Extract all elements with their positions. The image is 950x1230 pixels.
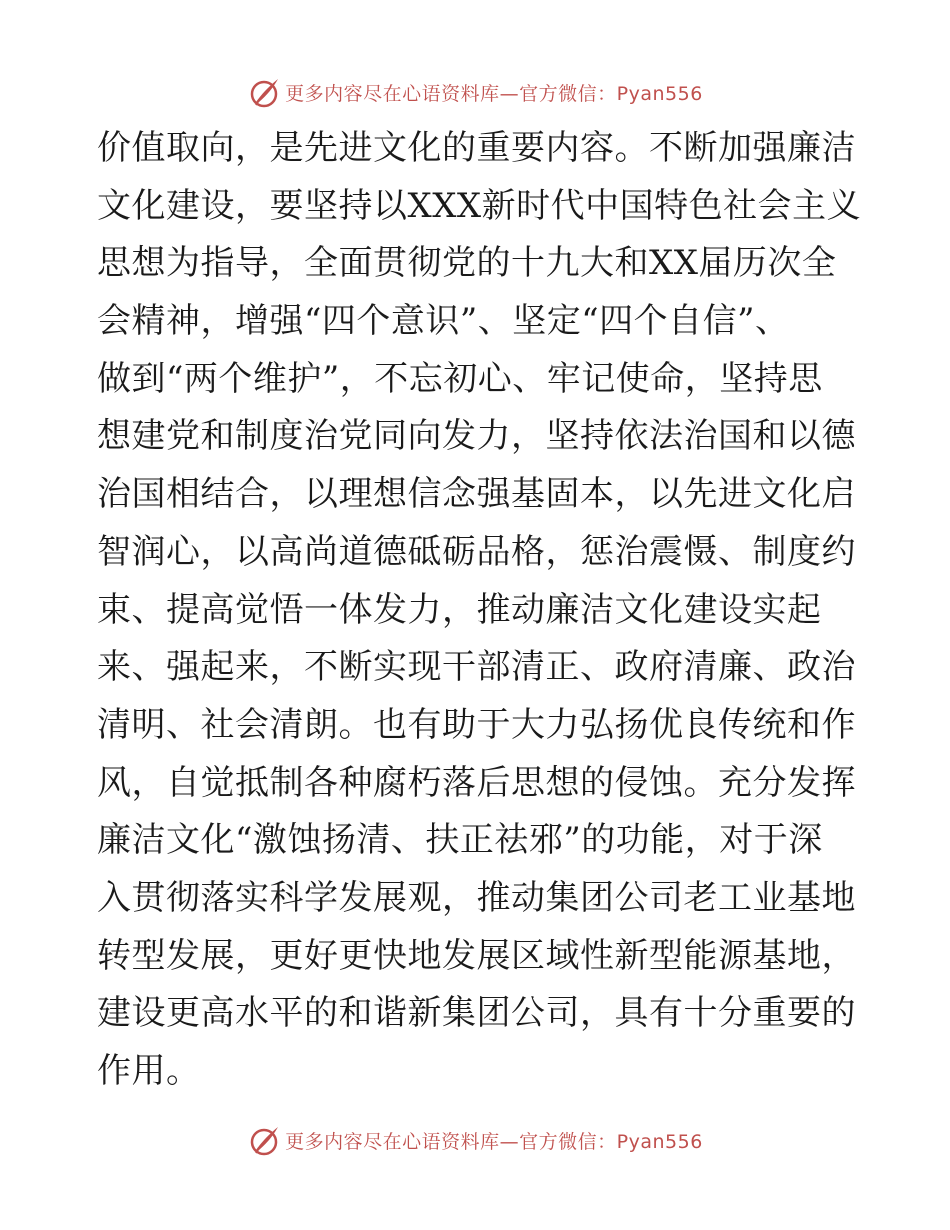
text-line: 风，自觉抵制各种腐朽落后思想的侵蚀。充分发挥 (97, 762, 856, 803)
text-line: 来、强起来，不断实现干部清正、政府清廉、政治 (97, 647, 856, 688)
watermark-footer (0, 1120, 950, 1160)
text-line: 廉洁文化“激蚀扬清、扶正祛邪”的功能，对于深 (97, 820, 823, 861)
text-line: 建设更高水平的和谐新集团公司，具有十分重要的 (97, 993, 856, 1034)
text-line: 智润心，以高尚道德砥砺品格，惩治震慑、制度约 (97, 531, 856, 572)
text-line: 转型发展，更好更快地发展区域性新型能源基地， (97, 935, 856, 976)
text-line: 文化建设，要坚持以XXX新时代中国特色社会主义 (97, 185, 862, 226)
text-line: 束、提高觉悟一体发力，推动廉洁文化建设实起 (97, 589, 822, 630)
text-line: 思想为指导，全面贯彻党的十九大和XX届历次全 (97, 243, 837, 284)
quill-logo-icon (247, 75, 281, 109)
text-line: 做到“两个维护”，不忘初心、牢记使命，坚持思 (97, 358, 823, 399)
text-line: 会精神，增强“四个意识”、坚定“四个自信”、 (97, 301, 790, 342)
document-body (97, 120, 862, 1101)
watermark-header (0, 72, 950, 112)
watermark-text: 更多内容尽在心语资料库—官方微信：Pyan556 (285, 82, 703, 105)
watermark-text: 更多内容尽在心语资料库—官方微信：Pyan556 (285, 1130, 703, 1153)
text-line: 入贯彻落实科学发展观，推动集团公司老工业基地 (97, 877, 856, 918)
text-line: 想建党和制度治党同向发力，坚持依法治国和以德 (97, 416, 856, 457)
text-line: 作用。 (97, 1051, 201, 1091)
quill-logo-icon (247, 1123, 281, 1157)
text-line: 清明、社会清朗。也有助于大力弘扬优良传统和作 (97, 704, 856, 745)
text-line: 价值取向，是先进文化的重要内容。不断加强廉洁 (97, 128, 856, 168)
text-line: 治国相结合，以理想信念强基固本，以先进文化启 (97, 474, 856, 515)
